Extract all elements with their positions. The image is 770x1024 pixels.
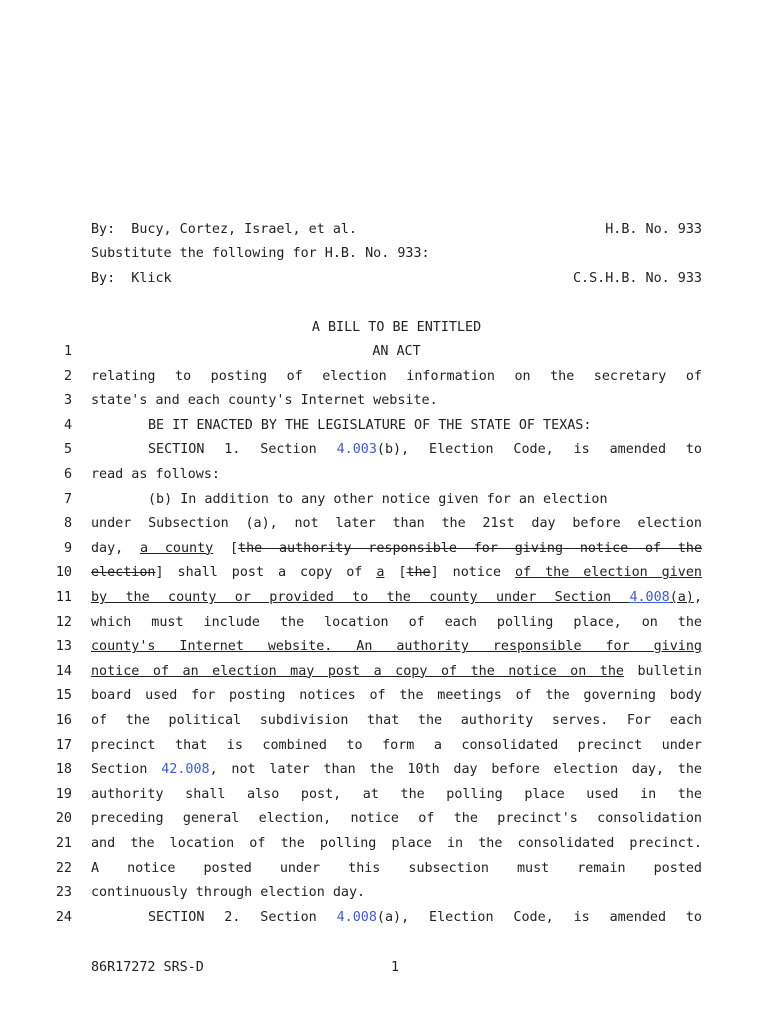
line-number: 12 (55, 614, 72, 630)
line-text (91, 590, 702, 605)
bill-line (0, 393, 770, 413)
text-segment: relating to posting of election information on the secretary of (91, 368, 702, 384)
text-segment: [ (213, 540, 239, 556)
line-number: 2 (63, 368, 72, 384)
bill-line (0, 590, 770, 610)
text-segment: BE IT ENACTED BY THE LEGISLATURE OF THE STATE OF TEXAS: (148, 417, 592, 433)
line-text (91, 639, 702, 654)
text-segment: board used for posting notices of the meetings of the governing body (91, 688, 702, 704)
bill-line (0, 811, 770, 831)
document-id: 86R17272 SRS-D (91, 960, 204, 975)
line-text (91, 811, 702, 826)
line-number: 10 (55, 565, 72, 581)
line-text (91, 787, 702, 802)
line-number: 23 (55, 885, 72, 901)
line-text (91, 738, 702, 753)
bill-number: H.B. No. 933 (605, 222, 702, 237)
text-segment: Section (91, 762, 162, 778)
line-text (91, 418, 702, 433)
text-segment: A notice posted under this subsection must remain posted (91, 860, 702, 876)
text-segment: day, (91, 540, 141, 556)
deleted-text: the authority responsible for giving notice of the (238, 540, 703, 556)
line-number: 24 (55, 909, 72, 925)
inserted-text: notice of an election may post a copy of the notice on the (91, 663, 624, 679)
text-segment: under Subsection (a), not later than the 21st day before election (91, 516, 702, 532)
statute-link[interactable]: 4.003 (336, 442, 377, 458)
line-text (91, 393, 702, 408)
line-number: 5 (63, 442, 72, 458)
line-text (91, 442, 702, 457)
bill-line (0, 738, 770, 758)
line-number: 6 (63, 467, 72, 482)
line-number: 19 (55, 786, 72, 802)
text-segment: (a), Election Code, is amended to (376, 909, 702, 925)
line-number: 22 (55, 860, 72, 876)
line-number: 3 (63, 393, 72, 409)
text-segment: ] shall post a copy of (155, 565, 377, 581)
bill-line (0, 885, 770, 905)
text-segment: [ (384, 565, 407, 581)
substitute-line (91, 246, 702, 266)
inserted-text: of the election given (514, 565, 702, 581)
inserted-text: a (376, 565, 385, 581)
statute-link[interactable]: 4.008 (629, 590, 670, 605)
text-segment: , (693, 590, 702, 605)
line-number: 8 (63, 516, 72, 532)
line-text (91, 885, 702, 900)
text-segment: which must include the location of each polling place, on the (91, 614, 702, 630)
bill-line (0, 664, 770, 684)
text-segment: (b), Election Code, is amended to (376, 442, 702, 458)
line-number: 18 (55, 762, 72, 778)
line-text (91, 541, 702, 556)
author-line (91, 222, 702, 242)
bill-line (0, 639, 770, 659)
bill-line (0, 492, 770, 512)
text-segment: AN ACT (372, 344, 421, 359)
text-segment: state's and each county's Internet website. (91, 393, 438, 409)
text-segment: precinct that is combined to form a consolidated precinct under (91, 737, 702, 753)
text-segment: continuously through election day. (91, 885, 366, 901)
authors: By: Bucy, Cortez, Israel, et al. (91, 222, 358, 237)
line-text (91, 565, 702, 580)
text-segment: of the political subdivision that the authority serves. For each (91, 713, 702, 728)
substitute-text: Substitute the following for H.B. No. 933: (91, 246, 430, 261)
statute-link[interactable]: 42.008 (161, 762, 210, 778)
text-segment: SECTION 1. Section (148, 442, 337, 458)
text-segment: preceding general election, notice of the precinct's consolidation (91, 811, 702, 827)
bill-line (0, 787, 770, 807)
bill-line (0, 467, 770, 487)
deleted-text: the (406, 565, 431, 581)
line-text (91, 369, 702, 384)
line-text (91, 688, 702, 703)
line-number: 20 (55, 811, 72, 827)
line-number: 9 (63, 540, 72, 556)
line-text (91, 467, 702, 482)
text-segment: authority shall also post, at the polling place used in the (91, 786, 702, 802)
bill-line (0, 369, 770, 389)
bill-line (0, 418, 770, 438)
bill-line (0, 565, 770, 585)
line-number: 7 (63, 491, 72, 507)
line-number: 15 (55, 688, 72, 704)
line-number: 16 (55, 713, 72, 728)
bill-line (0, 910, 770, 930)
line-text (91, 713, 702, 728)
sponsor: By: Klick (91, 271, 172, 286)
line-number: 14 (55, 663, 72, 679)
line-text (91, 344, 702, 359)
bill-title: A BILL TO BE ENTITLED (311, 320, 482, 335)
text-segment: bulletin (623, 663, 702, 679)
bill-line (0, 762, 770, 782)
deleted-text: election (91, 565, 156, 581)
bill-line (0, 442, 770, 462)
line-number: 1 (63, 344, 72, 359)
inserted-text: county's Internet website. An authority responsible for giving (91, 639, 702, 655)
text-segment: read as follows: (91, 467, 220, 482)
bill-line (0, 836, 770, 856)
bill-line (0, 615, 770, 635)
line-number: 17 (55, 737, 72, 753)
text-segment: ] notice (430, 565, 515, 581)
bill-line (0, 344, 770, 364)
line-text (91, 516, 702, 531)
line-text (91, 615, 702, 630)
text-segment: , not later than the 10th day before election day, the (209, 762, 702, 778)
line-number: 21 (55, 836, 72, 851)
text-segment: and the location of the polling place in the consolidated precinct. (91, 836, 702, 851)
inserted-text: by the county or provided to the county under Section (91, 590, 630, 605)
bill-line (0, 713, 770, 733)
committee-substitute-number: C.S.H.B. No. 933 (573, 271, 702, 286)
line-number: 11 (55, 590, 72, 605)
page-number: 1 (391, 960, 400, 975)
bill-line (0, 516, 770, 536)
sponsor-line (91, 271, 702, 291)
line-text (91, 836, 702, 851)
line-text (91, 492, 702, 507)
line-number: 4 (63, 417, 72, 433)
bill-line (0, 861, 770, 881)
statute-link[interactable]: 4.008 (336, 909, 377, 925)
bill-line (0, 541, 770, 561)
text-segment: (b) In addition to any other notice given for an election (148, 491, 608, 507)
text-segment: SECTION 2. Section (148, 909, 337, 925)
line-number: 13 (55, 639, 72, 655)
bill-line (0, 688, 770, 708)
inserted-text: (a) (669, 590, 694, 605)
line-text (91, 664, 702, 679)
line-text (91, 861, 702, 876)
line-text (91, 910, 702, 925)
line-text (91, 762, 702, 777)
inserted-text: a county (140, 540, 214, 556)
